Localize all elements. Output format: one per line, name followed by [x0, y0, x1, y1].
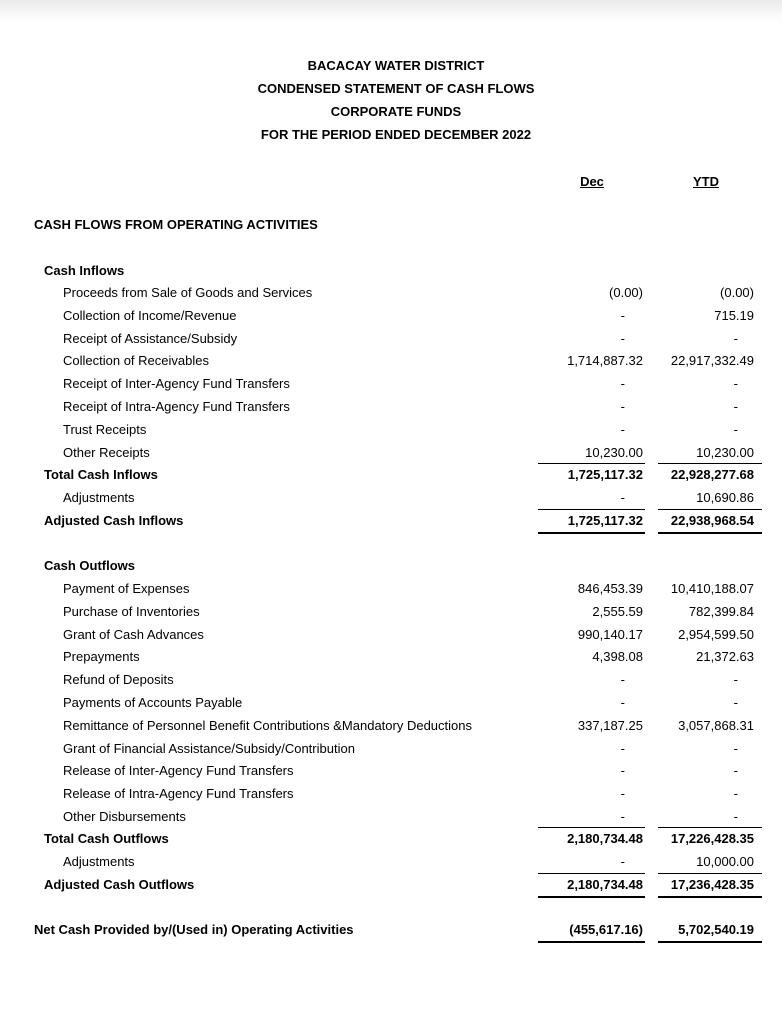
- outflow-adjustments: [0, 853, 782, 871]
- inflow-row-label: Proceeds from Sale of Goods and Services: [63, 285, 313, 300]
- outflow-row: [0, 603, 782, 621]
- adjusted-cash-inflows-dec-value: 1,725,117.32: [567, 513, 643, 528]
- inflow-adjusted-underline-ytd: [658, 532, 762, 534]
- inflow-row-dec-value: -: [620, 399, 625, 414]
- outflow-adjusted-underline-dec: [538, 896, 645, 898]
- outflows-title: [0, 557, 782, 575]
- outflow-adjustments-dec-value: -: [620, 854, 625, 869]
- adjusted-cash-outflows-dec-value: 2,180,734.48: [567, 877, 643, 892]
- outflow-row: [0, 808, 782, 826]
- outflow-subtotal-rule-dec: [538, 827, 645, 828]
- inflow-adjustments: [0, 489, 782, 507]
- inflow-row: [0, 421, 782, 439]
- inflow-row: [0, 352, 782, 370]
- inflow-row-label: Trust Receipts: [63, 421, 147, 437]
- outflow-row-ytd-value: -: [733, 740, 738, 756]
- outflow-row-label: Payment of Expenses: [63, 581, 190, 596]
- outflow-subtotal-rule-ytd: [658, 827, 762, 828]
- inflow-subtotal-rule-ytd: [658, 463, 762, 464]
- inflows-title: [0, 262, 782, 280]
- inflow-row-dec-value: -: [620, 307, 625, 323]
- top-shadow: [0, 0, 782, 22]
- column-header-ytd: YTD: [693, 174, 719, 189]
- outflow-row: [0, 671, 782, 689]
- outflow-row-dec-value: 337,187.25: [577, 717, 643, 733]
- net-cash-operating-ytd-value: 5,702,540.19: [678, 922, 754, 937]
- inflow-row-ytd-value: 22,917,332.49: [670, 353, 754, 369]
- outflow-row-label: Remittance of Personnel Benefit Contributions &Mandatory Deductions: [63, 717, 472, 733]
- inflow-row-dec-value: -: [620, 376, 625, 392]
- inflow-adjustments-dec-value: -: [620, 490, 625, 505]
- section-title: CASH FLOWS FROM OPERATING ACTIVITIES: [34, 217, 318, 232]
- net-underline-dec: [538, 941, 645, 943]
- outflow-row: [0, 580, 782, 598]
- outflow-row-dec-value: -: [620, 672, 625, 688]
- inflow-row-ytd-value: 10,230.00: [696, 444, 754, 460]
- inflow-row-label: Other Receipts: [63, 444, 150, 460]
- adjusted-cash-inflows-label: Adjusted Cash Inflows: [44, 513, 184, 528]
- inflow-row-label: Receipt of Intra-Agency Fund Transfers: [63, 399, 290, 414]
- outflow-row-label: Release of Intra-Agency Fund Transfers: [63, 786, 294, 802]
- fund-name: CORPORATE FUNDS: [330, 104, 462, 119]
- outflow-row-ytd-value: 10,410,188.07: [670, 581, 754, 596]
- outflow-row-label: Grant of Financial Assistance/Subsidy/Contribution: [63, 740, 355, 756]
- outflow-adjusted-rule-dec: [538, 873, 645, 874]
- outflow-adjusted-rule-ytd: [658, 873, 762, 874]
- outflow-adjustments-label: Adjustments: [63, 854, 135, 869]
- outflow-row-dec-value: 4,398.08: [592, 649, 643, 665]
- adjusted-cash-inflows-ytd-value: 22,938,968.54: [670, 513, 754, 528]
- net-cash-operating-label: Net Cash Provided by/(Used in) Operating Activities: [34, 922, 354, 937]
- adjusted-cash-outflows-label: Adjusted Cash Outflows: [44, 877, 195, 892]
- outflow-row-dec-value: -: [620, 763, 625, 779]
- inflow-row: [0, 284, 782, 302]
- inflows-title-label: Cash Inflows: [44, 263, 125, 278]
- outflow-row-dec-value: -: [620, 740, 625, 756]
- outflow-row-dec-value: -: [620, 786, 625, 802]
- outflow-row-ytd-value: 782,399.84: [688, 603, 754, 619]
- adjusted-cash-outflows: [0, 876, 782, 894]
- outflow-row: [0, 762, 782, 780]
- outflow-row-dec-value: -: [620, 809, 625, 824]
- outflow-row: [0, 626, 782, 644]
- inflow-row: [0, 444, 782, 462]
- outflow-row-label: Refund of Deposits: [63, 672, 174, 688]
- inflow-row: [0, 398, 782, 416]
- outflow-row-dec-value: 2,555.59: [592, 603, 643, 619]
- outflow-adjusted-underline-ytd: [658, 896, 762, 898]
- net-underline-ytd: [658, 941, 762, 943]
- inflow-row-ytd-value: -: [733, 330, 738, 346]
- outflow-row-label: Prepayments: [63, 649, 140, 665]
- inflow-row: [0, 330, 782, 348]
- outflow-row: [0, 717, 782, 735]
- inflow-row-ytd-value: 715.19: [714, 307, 754, 323]
- net-cash-operating: [0, 921, 782, 939]
- net-cash-operating-dec-value: (455,617.16): [569, 922, 643, 937]
- total-cash-inflows-dec-value: 1,725,117.32: [567, 467, 643, 482]
- inflow-row-label: Receipt of Inter-Agency Fund Transfers: [63, 376, 290, 392]
- total-cash-inflows-ytd-value: 22,928,277.68: [670, 467, 754, 482]
- outflow-row: [0, 785, 782, 803]
- outflow-row-dec-value: -: [620, 695, 625, 710]
- inflow-adjusted-rule-dec: [538, 509, 645, 510]
- inflow-row-dec-value: 10,230.00: [585, 444, 643, 460]
- outflow-adjustments-ytd-value: 10,000.00: [696, 854, 754, 869]
- inflow-row: [0, 307, 782, 325]
- inflow-row-dec-value: -: [620, 421, 625, 437]
- outflow-row-dec-value: 990,140.17: [577, 626, 643, 642]
- outflow-row-ytd-value: -: [733, 695, 738, 710]
- inflow-row-ytd-value: -: [733, 376, 738, 392]
- outflows-title-label: Cash Outflows: [44, 558, 136, 573]
- total-cash-outflows-label: Total Cash Outflows: [44, 831, 169, 846]
- inflow-row: [0, 375, 782, 393]
- inflow-row-ytd-value: (0.00): [720, 285, 754, 300]
- outflow-row-label: Grant of Cash Advances: [63, 626, 204, 642]
- outflow-row-ytd-value: -: [733, 672, 738, 688]
- outflow-row: [0, 648, 782, 666]
- outflow-row-label: Other Disbursements: [63, 809, 186, 824]
- inflow-row-label: Collection of Income/Revenue: [63, 307, 237, 323]
- statement-title: CONDENSED STATEMENT OF CASH FLOWS: [257, 81, 535, 96]
- outflow-row-ytd-value: -: [733, 763, 738, 779]
- inflow-row-label: Receipt of Assistance/Subsidy: [63, 330, 238, 346]
- outflow-row-ytd-value: 3,057,868.31: [678, 717, 754, 733]
- total-cash-outflows-ytd-value: 17,226,428.35: [670, 831, 754, 846]
- outflow-row-label: Purchase of Inventories: [63, 603, 200, 619]
- inflow-row-dec-value: -: [620, 330, 625, 346]
- inflow-subtotal-rule-dec: [538, 463, 645, 464]
- outflow-row-ytd-value: 2,954,599.50: [678, 626, 754, 642]
- inflow-row-dec-value: 1,714,887.32: [567, 353, 643, 369]
- outflow-row: [0, 740, 782, 758]
- total-cash-inflows-label: Total Cash Inflows: [44, 467, 158, 482]
- outflow-row: [0, 694, 782, 712]
- column-header-dec: Dec: [580, 174, 604, 189]
- inflow-row-ytd-value: -: [733, 399, 738, 414]
- entity-name: BACACAY WATER DISTRICT: [307, 58, 485, 73]
- inflow-adjustments-ytd-value: 10,690.86: [696, 490, 754, 505]
- inflow-row-ytd-value: -: [733, 421, 738, 437]
- inflow-adjusted-underline-dec: [538, 532, 645, 534]
- inflow-row-dec-value: (0.00): [609, 285, 643, 300]
- outflow-row-ytd-value: -: [733, 809, 738, 824]
- period-line: FOR THE PERIOD ENDED DECEMBER 2022: [260, 127, 532, 142]
- outflow-row-ytd-value: 21,372.63: [696, 649, 754, 665]
- outflow-row-ytd-value: -: [733, 786, 738, 802]
- adjusted-cash-outflows-ytd-value: 17,236,428.35: [670, 877, 754, 892]
- inflow-adjusted-rule-ytd: [658, 509, 762, 510]
- total-cash-outflows-dec-value: 2,180,734.48: [567, 831, 643, 846]
- inflow-row-label: Collection of Receivables: [63, 353, 209, 369]
- total-cash-inflows: [0, 466, 782, 484]
- adjusted-cash-inflows: [0, 512, 782, 530]
- inflow-adjustments-label: Adjustments: [63, 490, 135, 505]
- outflow-row-label: Release of Inter-Agency Fund Transfers: [63, 763, 294, 779]
- outflow-row-dec-value: 846,453.39: [577, 581, 643, 596]
- outflow-row-label: Payments of Accounts Payable: [63, 695, 243, 710]
- total-cash-outflows: [0, 830, 782, 848]
